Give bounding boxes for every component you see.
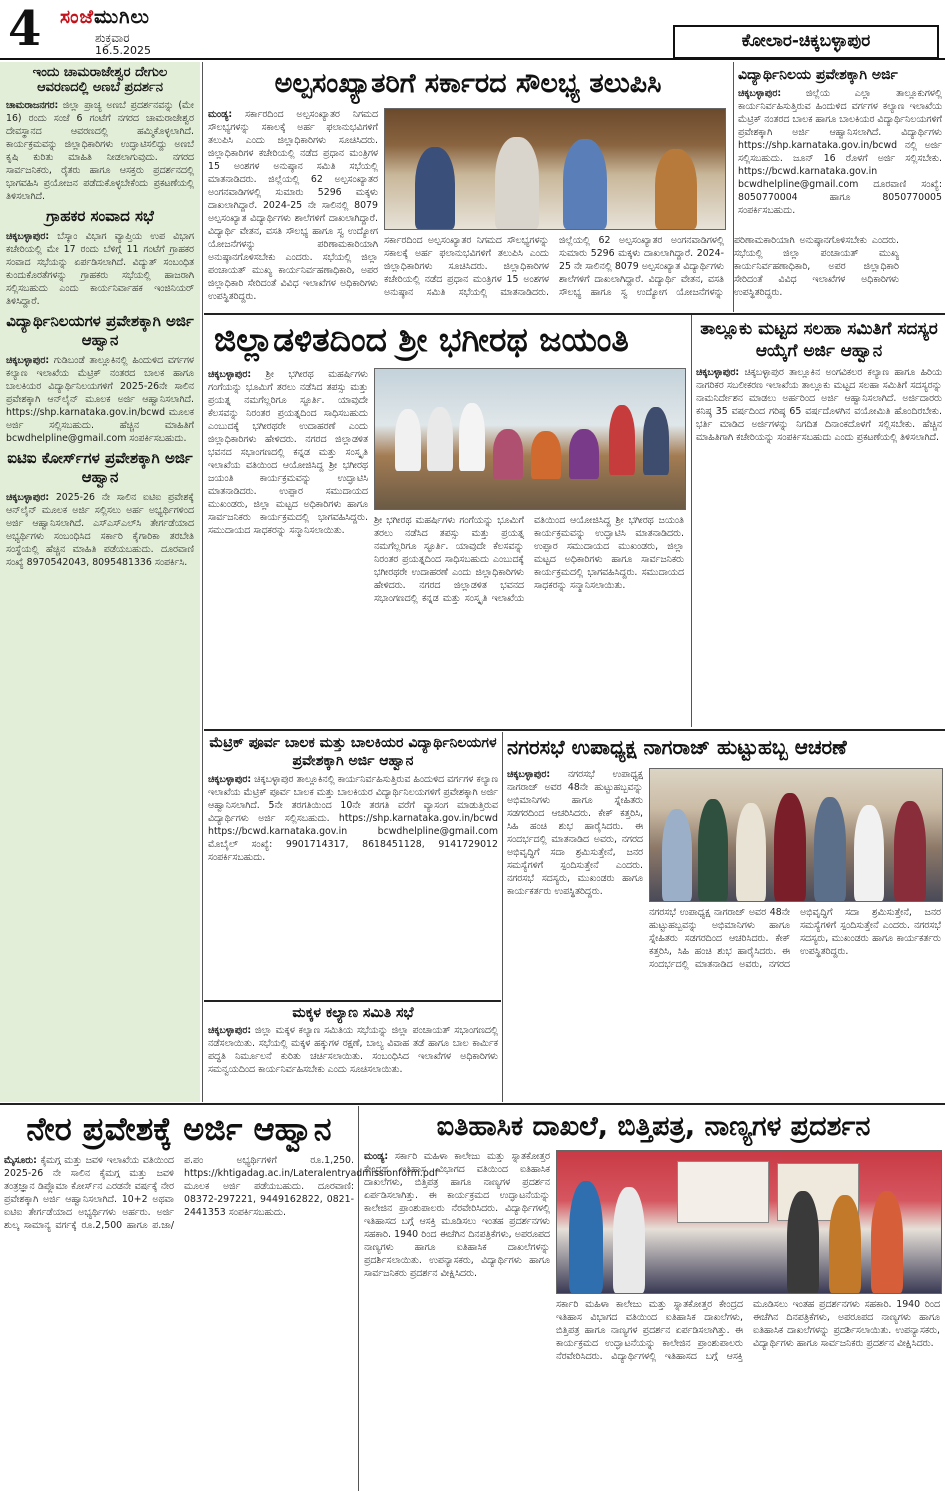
story-hostel-admission [738,66,942,311]
story-text: ಜಿಲ್ಲಾ ಮಕ್ಕಳ ಕಲ್ಯಾಣ ಸಮಿತಿಯ ಸಭೆಯನ್ನು ಜಿಲ್ಲಾ ಪಂಚಾಯತ್ ಸಭಾಂಗಣದಲ್ಲಿ ನಡೆಸಲಾಯಿತು. ಸಭೆಯಲ್ಲಿ ಮಕ್ಕಳ ಹಕ್ಕುಗಳ ರಕ್ಷಣೆ, ಬಾಲ್ಯ ವಿವಾಹ ತಡೆ ಹಾಗೂ ಬಾಲ ಕಾರ್ಮಿಕ ಪದ್ಧತಿ ನಿರ್ಮೂಲನೆ ಕುರಿತು ಚರ್ಚಿಸಲಾಯಿತು. ಸಂಬಂಧಿಸಿದ ಇಲಾಖೆಗಳ ಅಧಿಕಾರಿಗಳು ಸಮನ್ವಯದಿಂದ ಕಾರ್ಯನಿರ್ವಹಿಸಬೇಕು ಎಂದು ಸೂಚಿಸಲಾಯಿತು. [208,1025,498,1075]
person-figure [871,1191,903,1293]
person-figure [698,799,728,901]
person-figure [427,407,453,471]
story-prematric-hostel [208,734,498,996]
story-headline: ಮೆಟ್ರಿಕ್ ಪೂರ್ವ ಬಾಲಕ ಮತ್ತು ಬಾಲಕಿಯರ ವಿದ್ಯಾರ್ಥಿನಿಲಯಗಳ ಪ್ರವೇಶಕ್ಕಾಗಿ ಅರ್ಜಿ ಆಹ್ವಾನ [209,735,497,769]
story-nagaraj-birthday [507,734,943,1100]
story-body [208,1024,498,1076]
group-photo [649,768,943,902]
column-rule [691,315,692,727]
person-figure [894,801,926,901]
story-body-right: ಶ್ರೀ ಭಗೀರಥ ಮಹರ್ಷಿಗಳು ಗಂಗೆಯನ್ನು ಭೂಮಿಗೆ ತರಲು ನಡೆಸಿದ ತಪಸ್ಸು ಮತ್ತು ಪ್ರಯತ್ನ ನಮಗೆಲ್ಲರಿಗೂ ಸ್ಫೂರ್ತಿ. ಯಾವುದೇ ಕೆಲಸವನ್ನು ನಿರಂತರ ಪ್ರಯತ್ನದಿಂದ ಸಾಧಿಸಬಹುದು ಎಂಬುದಕ್ಕೆ ಭಗೀರಥರೇ ಉದಾಹರಣೆ ಎಂದು ಜಿಲ್ಲಾಧಿಕಾರಿಗಳು ಹೇಳಿದರು. ನಗರದ ಜಿಲ್ಲಾಡಳಿತ ಭವನದ ಸಭಾಂಗಣದಲ್ಲಿ ಕನ್ನಡ ಮತ್ತು ಸಂಸ್ಕೃತಿ ಇಲಾಖೆಯ ವತಿಯಿಂದ ಆಯೋಜಿಸಿದ್ದ ಶ್ರೀ ಭಗೀರಥ ಜಯಂತಿ ಕಾರ್ಯಕ್ರಮವನ್ನು ಉದ್ಘಾಟಿಸಿ ಮಾತನಾಡಿದರು. ಉಪ್ಪಾರ ಸಮುದಾಯದ ಮುಖಂಡರು, ಜಿಲ್ಲಾ ಮಟ್ಟದ ಅಧಿಕಾರಿಗಳು ಹಾಗೂ ಸಾರ್ವಜನಿಕರು ಕಾರ್ಯಕ್ರಮದಲ್ಲಿ ಭಾಗವಹಿಸಿದ್ದರು. ಸಮುದಾಯದ ಸಾಧಕರನ್ನು ಸನ್ಮಾನಿಸಲಾಯಿತು. [374,515,684,604]
logo-word1: ಸಂಜೆ [60,6,95,28]
dateline: ಚಿಕ್ಕಬಳ್ಳಾಪುರ: [507,769,551,780]
story-text: ಜಿಲ್ಲಾ ಪ್ರಾಚ್ಯ ಅಣಬೆ ಪ್ರದರ್ಶನವನ್ನು (ಮೇ 16) ರಂದು ಸಂಜೆ 6 ಗಂಟೆಗೆ ನಗರದ ಚಾಮರಾಜೇಶ್ವರ ದೇವಸ್ಥಾನದ ಆವರಣದಲ್ಲಿ ಹಮ್ಮಿಕೊಳ್ಳಲಾಗಿದೆ. ಕಾರ್ಯಕ್ರಮವನ್ನು ಜಿಲ್ಲಾಧಿಕಾರಿಗಳು ಉದ್ಘಾಟಿಸಲಿದ್ದು ಅಣಬೆ ಕೃಷಿ ಕುರಿತು ಮಾಹಿತಿ ನೀಡಲಾಗುವುದು. ನಗರದ ಸಾರ್ವಜನಿಕರು, ರೈತರು ಹಾಗೂ ಆಸಕ್ತರು ಪ್ರದರ್ಶನದಲ್ಲಿ ಭಾಗವಹಿಸಿ ಪ್ರಯೋಜನ ಪಡೆದುಕೊಳ್ಳಬೇಕೆಂದು ಪ್ರಕಟಣೆಯಲ್ಲಿ ತಿಳಿಸಲಾಗಿದೆ. [6,99,194,202]
person-figure [655,149,697,229]
person-figure [569,1181,603,1293]
dateline: ಚಾಮರಾಜನಗರ: [6,99,59,111]
story-body-right: ಸರ್ಕಾರದಿಂದ ಅಲ್ಪಸಂಖ್ಯಾತರ ನಿಗಮದ ಸೌಲಭ್ಯಗಳನ್ನು ಸಕಾಲಕ್ಕೆ ಅರ್ಹ ಫಲಾನುಭವಿಗಳಿಗೆ ತಲುಪಿಸಿ ಎಂದು ಜಿಲ್ಲಾಧಿಕಾರಿಗಳು ಸೂಚಿಸಿದರು. ಜಿಲ್ಲಾಧಿಕಾರಿಗಳ ಕಚೇರಿಯಲ್ಲಿ ನಡೆದ ಪ್ರಧಾನ ಮಂತ್ರಿಗಳ 15 ಅಂಶಗಳ ಅನುಷ್ಠಾನ ಸಮಿತಿ ಸಭೆಯಲ್ಲಿ ಮಾತನಾಡಿದರು. ಜಿಲ್ಲೆಯಲ್ಲಿ 62 ಅಲ್ಪಸಂಖ್ಯಾತರ ಅಂಗನವಾಡಿಗಳಲ್ಲಿ ಸುಮಾರು 5296 ಮಕ್ಕಳು ದಾಖಲಾಗಿದ್ದಾರೆ. 2024-25 ನೇ ಸಾಲಿನಲ್ಲಿ 8079 ಅಲ್ಪಸಂಖ್ಯಾತ ವಿದ್ಯಾರ್ಥಿಗಳು ಶಾಲೆಗಳಿಗೆ ದಾಖಲಾಗಿದ್ದಾರೆ. ವಿದ್ಯಾರ್ಥಿ ವೇತನ, ವಸತಿ ಸೌಲಭ್ಯ ಹಾಗೂ ಸ್ವ ಉದ್ಯೋಗ ಯೋಜನೆಗಳನ್ನು ಪರಿಣಾಮಕಾರಿಯಾಗಿ ಅನುಷ್ಠಾನಗೊಳಿಸಬೇಕು ಎಂದರು. ಸಭೆಯಲ್ಲಿ ಜಿಲ್ಲಾ ಪಂಚಾಯತ್ ಮುಖ್ಯ ಕಾರ್ಯನಿರ್ವಹಣಾಧಿಕಾರಿ, ಅಪರ ಜಿಲ್ಲಾಧಿಕಾರಿ ಸೇರಿದಂತೆ ವಿವಿಧ ಇಲಾಖೆಗಳ ಅಧಿಕಾರಿಗಳು ಉಪಸ್ಥಿತರಿದ್ದರು. [384,235,899,298]
masthead [0,0,945,60]
meeting-photo [384,108,726,230]
logo-word2: ಮುಗಿಲು [94,6,150,28]
story-history-exhibition [364,1108,943,1488]
stage-photo [374,368,686,510]
dateline: ಚಿಕ್ಕಬಳ್ಳಾಪುರ: [208,1025,252,1036]
story-text: ಸರ್ಕಾರದಿಂದ ಅಲ್ಪಸಂಖ್ಯಾತರ ನಿಗಮದ ಸೌಲಭ್ಯಗಳನ್ನು ಸಕಾಲಕ್ಕೆ ಅರ್ಹ ಫಲಾನುಭವಿಗಳಿಗೆ ತಲುಪಿಸಿ ಎಂದು ಜಿಲ್ಲಾಧಿಕಾರಿಗಳು ಸೂಚಿಸಿದರು. ಜಿಲ್ಲಾಧಿಕಾರಿಗಳ ಕಚೇರಿಯಲ್ಲಿ ನಡೆದ ಪ್ರಧಾನ ಮಂತ್ರಿಗಳ 15 ಅಂಶಗಳ ಅನುಷ್ಠಾನ ಸಮಿತಿ ಸಭೆಯಲ್ಲಿ ಮಾತನಾಡಿದರು. ಜಿಲ್ಲೆಯಲ್ಲಿ 62 ಅಲ್ಪಸಂಖ್ಯಾತರ ಅಂಗನವಾಡಿಗಳಲ್ಲಿ ಸುಮಾರು 5296 ಮಕ್ಕಳು ದಾಖಲಾಗಿದ್ದಾರೆ. 2024-25 ನೇ ಸಾಲಿನಲ್ಲಿ 8079 ಅಲ್ಪಸಂಖ್ಯಾತ ವಿದ್ಯಾರ್ಥಿಗಳು ಶಾಲೆಗಳಿಗೆ ದಾಖಲಾಗಿದ್ದಾರೆ. ವಿದ್ಯಾರ್ಥಿ ವೇತನ, ವಸತಿ ಸೌಲಭ್ಯ ಹಾಗೂ ಸ್ವ ಉದ್ಯೋಗ ಯೋಜನೆಗಳನ್ನು ಪರಿಣಾಮಕಾರಿಯಾಗಿ ಅನುಷ್ಠಾನಗೊಳಿಸಬೇಕು ಎಂದರು. ಸಭೆಯಲ್ಲಿ ಜಿಲ್ಲಾ ಪಂಚಾಯತ್ ಮುಖ್ಯ ಕಾರ್ಯನಿರ್ವಹಣಾಧಿಕಾರಿ, ಅಪರ ಜಿಲ್ಲಾಧಿಕಾರಿ ಸೇರಿದಂತೆ ವಿವಿಧ ಇಲಾಖೆಗಳ ಅಧಿಕಾರಿಗಳು ಉಪಸ್ಥಿತರಿದ್ದರು. [208,109,378,302]
person-figure [563,139,607,229]
sidebar-story1-headline: ಇಂದು ಚಾಮರಾಜೇಶ್ವರ ದೇಗುಲ ಆವರಣದಲ್ಲಿ ಅಣಬೆ ಪ್ರದರ್ಶನ [32,65,168,95]
story-headline: ನಗರಸಭೆ ಉಪಾಧ್ಯಕ್ಷ ನಾಗರಾಜ್ ಹುಟ್ಟುಹಬ್ಬ ಆಚರಣೆ [507,735,847,759]
person-figure [814,797,846,901]
story-headline: ಐತಿಹಾಸಿಕ ದಾಖಲೆ, ಬಿತ್ತಿಪತ್ರ, ನಾಣ್ಯಗಳ ಪ್ರದರ್ಶನ [436,1111,871,1142]
dateline: ಮಂಡ್ಯ: [364,1151,389,1162]
story-headline: ಅಲ್ಪಸಂಖ್ಯಾತರಿಗೆ ಸರ್ಕಾರದ ಸೌಲಭ್ಯ ತಲುಪಿಸಿ [274,68,662,99]
sidebar-story3-headline: ವಿದ್ಯಾರ್ಥಿನಿಲಯಗಳ ಪ್ರವೇಶಕ್ಕಾಗಿ ಅರ್ಜಿ ಆಹ್ವಾನ [6,311,194,349]
story-headline: ಮಕ್ಕಳ ಕಲ್ಯಾಣ ಸಮಿತಿ ಸಭೆ [292,1005,414,1021]
story-text: 2025-26 ನೇ ಸಾಲಿನ ಐಟಿಐ ಪ್ರವೇಶಕ್ಕೆ ಆನ್‌ಲೈನ್ ಮೂಲಕ ಅರ್ಜಿ ಸಲ್ಲಿಸಲು ಅರ್ಹ ಅಭ್ಯರ್ಥಿಗಳಿಂದ ಅರ್ಜಿ ಆಹ್ವಾನಿಸಲಾಗಿದೆ. ಎಸ್‌ಎಸ್‌ಎಲ್‌ಸಿ ತೇರ್ಗಡೆಯಾದ ಅಭ್ಯರ್ಥಿಗಳು ಸಂಬಂಧಿಸಿದ ಸರ್ಕಾರಿ ಕೈಗಾರಿಕಾ ತರಬೇತಿ ಸಂಸ್ಥೆಯಲ್ಲಿ ಹೆಚ್ಚಿನ ಮಾಹಿತಿ ಪಡೆಯಬಹುದು. ದೂರವಾಣಿ ಸಂಖ್ಯೆ 8970542043, 8095481336 ಸಂಪರ್ಕಿಸಿ. [6,491,194,568]
dateline: ಮೈಸೂರು: [4,1155,37,1166]
person-figure [613,1187,645,1293]
story-headline: ವಿದ್ಯಾರ್ಥಿನಿಲಯ ಪ್ರವೇಶಕ್ಕಾಗಿ ಅರ್ಜಿ [738,67,898,83]
story-text: ಗುಡಿಬಂಡೆ ತಾಲ್ಲೂಕಿನಲ್ಲಿ ಹಿಂದುಳಿದ ವರ್ಗಗಳ ಕಲ್ಯಾಣ ಇಲಾಖೆಯ ಮೆಟ್ರಿಕ್ ನಂತರದ ಬಾಲಕ ಹಾಗೂ ಬಾಲಕಿಯರ ವಿದ್ಯಾರ್ಥಿನಿಲಯಗಳಿಗೆ 2025-26ನೇ ಸಾಲಿನ ಪ್ರವೇಶಕ್ಕಾಗಿ ಆನ್‌ಲೈನ್ ಮೂಲಕ ಅರ್ಜಿ ಆಹ್ವಾನಿಸಲಾಗಿದೆ. https://shp.karnataka.gov.in/bcwd ಮೂಲಕ ಅರ್ಜಿ ಸಲ್ಲಿಸಬಹುದು. ಹೆಚ್ಚಿನ ಮಾಹಿತಿಗೆ bcwdhelpline@gmail.com ಸಂಪರ್ಕಿಸಬಹುದು. [6,354,194,444]
dateline: ಚಿಕ್ಕಬಳ್ಳಾಪುರ: [208,369,252,380]
issue-date: 16.5.2025 [95,44,151,57]
story-child-welfare [208,1004,498,1100]
story-text: ಚಿಕ್ಕಬಳ್ಳಾಪುರ ತಾಲ್ಲೂಕಿನಲ್ಲಿ ಕಾರ್ಯನಿರ್ವಹಿಸುತ್ತಿರುವ ಹಿಂದುಳಿದ ವರ್ಗಗಳ ಕಲ್ಯಾಣ ಇಲಾಖೆಯ ಮೆಟ್ರಿಕ್ ಪೂರ್ವ ಬಾಲಕ ಮತ್ತು ಬಾಲಕಿಯರ ವಿದ್ಯಾರ್ಥಿನಿಲಯಗಳಿಗೆ ಪ್ರವೇಶಕ್ಕಾಗಿ ಅರ್ಜಿ ಆಹ್ವಾನಿಸಲಾಗಿದೆ. 5ನೇ ತರಗತಿಯಿಂದ 10ನೇ ತರಗತಿ ವರೆಗೆ ವ್ಯಾಸಂಗ ಮಾಡುತ್ತಿರುವ ವಿದ್ಯಾರ್ಥಿಗಳು ಅರ್ಜಿ ಸಲ್ಲಿಸಬಹುದು. https://shp.karnataka.gov.in/bcwd https://bcwd.karnataka.gov.in bcwdhelpline@gmail.com ಮೊಬೈಲ್ ಸಂಖ್ಯೆ: 9901714317, 8618451128, 9141729012 ಸಂಪರ್ಕಿಸಬಹುದು. [208,774,498,863]
person-figure [829,1195,861,1293]
story-headline: ಜಿಲ್ಲಾಡಳಿತದಿಂದ ಶ್ರೀ ಭಗೀರಥ ಜಯಂತಿ [214,320,629,359]
story-bhagiratha-jayanti [208,318,688,726]
sidebar-story4-headline: ಐಟಿಐ ಕೋರ್ಸ್‌ಗಳ ಪ್ರವೇಶಕ್ಕಾಗಿ ಅರ್ಜಿ ಆಹ್ವಾನ [7,448,193,486]
story-headline: ನೇರ ಪ್ರವೇಶಕ್ಕೆ ಅರ್ಜಿ ಆಹ್ವಾನ [26,1110,332,1148]
person-figure [459,403,485,471]
person-figure [736,803,766,901]
dateline: ಚಿಕ್ಕಬಳ್ಳಾಪುರ: [696,367,740,378]
page-number: 4 [8,1,42,57]
story-text: ಜಿಲ್ಲೆಯ ಎಲ್ಲಾ ತಾಲ್ಲೂಕುಗಳಲ್ಲಿ ಕಾರ್ಯನಿರ್ವಹಿಸುತ್ತಿರುವ ಹಿಂದುಳಿದ ವರ್ಗಗಳ ಕಲ್ಯಾಣ ಇಲಾಖೆಯ ಮೆಟ್ರಿಕ್ ನಂತರದ ಬಾಲಕ ಹಾಗೂ ಬಾಲಕಿಯರ ವಿದ್ಯಾರ್ಥಿನಿಲಯಗಳಿಗೆ ಪ್ರವೇಶಕ್ಕಾಗಿ ಅರ್ಜಿ ಆಹ್ವಾನಿಸಲಾಗಿದೆ. ವಿದ್ಯಾರ್ಥಿಗಳು https://shp.karnataka.gov.in/bcwd ನಲ್ಲಿ ಅರ್ಜಿ ಸಲ್ಲಿಸಬಹುದು. ಜೂನ್ 16 ರೊಳಗೆ ಅರ್ಜಿ ಸಲ್ಲಿಸಬೇಕು. https://bcwd.karnataka.gov.in bcwdhelpline@gmail.com ದೂರವಾಣಿ ಸಂಖ್ಯೆ: 8050770004 ಹಾಗೂ 8050770005 ಸಂಪರ್ಕಿಸಬಹುದು. [738,88,942,216]
person-figure [787,1191,819,1293]
poster-board [677,1161,769,1223]
person-figure [493,429,523,479]
person-figure [854,805,884,901]
person-figure [495,137,539,229]
story-body-left [208,368,368,724]
person-figure [609,405,635,475]
dateline: ಮಂಡ್ಯ: [208,109,233,120]
story-body-right: ಸರ್ಕಾರಿ ಮಹಿಳಾ ಕಾಲೇಜು ಮತ್ತು ಸ್ನಾತಕೋತ್ತರ ಕೇಂದ್ರದ ಇತಿಹಾಸ ವಿಭಾಗದ ವತಿಯಿಂದ ಐತಿಹಾಸಿಕ ದಾಖಲೆಗಳು, ಬಿತ್ತಿಪತ್ರ ಹಾಗೂ ನಾಣ್ಯಗಳ ಪ್ರದರ್ಶನ ಏರ್ಪಡಿಸಲಾಗಿತ್ತು. ಈ ಕಾರ್ಯಕ್ರಮದ ಉದ್ಘಾಟನೆಯನ್ನು ಕಾಲೇಜಿನ ಪ್ರಾಂಶುಪಾಲರು ನೆರವೇರಿಸಿದರು. ವಿದ್ಯಾರ್ಥಿಗಳಲ್ಲಿ ಇತಿಹಾಸದ ಬಗ್ಗೆ ಆಸಕ್ತಿ ಮೂಡಿಸಲು ಇಂತಹ ಪ್ರದರ್ಶನಗಳು ಸಹಕಾರಿ. 1940 ರಿಂದ ಈಚೆಗಿನ ದಿನಪತ್ರಿಕೆಗಳು, ಅಪರೂಪದ ನಾಣ್ಯಗಳು ಹಾಗೂ ಐತಿಹಾಸಿಕ ದಾಖಲೆಗಳನ್ನು ಪ್ರದರ್ಶಿಸಲಾಯಿತು. ಉಪನ್ಯಾಸಕರು, ವಿದ್ಯಾರ್ಥಿಗಳು ಹಾಗೂ ಸಾರ್ವಜನಿಕರು ಪ್ರದರ್ಶನ ವೀಕ್ಷಿಸಿದರು. [556,1299,940,1362]
exhibition-photo [556,1150,942,1294]
person-figure [643,407,669,475]
column-rule [358,1106,359,1491]
section-label: ಕೋಲಾರ-ಚಿಕ್ಕಬಳ್ಳಾಪುರ [673,25,939,59]
sidebar-story2-body [6,230,194,308]
sidebar-story4-body [6,491,194,569]
column-rule [202,62,203,1102]
story-body-left [364,1150,550,1486]
newspaper-logo [60,6,150,28]
story-body-left [208,108,378,308]
story-text: ಬೆಸ್ಕಾಂ ವಿಭಾಗ ವ್ಯಾಪ್ತಿಯ ಉಪ ವಿಭಾಗ ಕಚೇರಿಯಲ್ಲಿ ಮೇ 17 ರಂದು ಬೆಳಿಗ್ಗೆ 11 ಗಂಟೆಗೆ ಗ್ರಾಹಕರ ಸಂವಾದ ಸಭೆಯನ್ನು ಏರ್ಪಡಿಸಲಾಗಿದೆ. ವಿದ್ಯುತ್ ಸಂಬಂಧಿತ ಕುಂದುಕೊರತೆಗಳನ್ನು ಗ್ರಾಹಕರು ಸಭೆಯಲ್ಲಿ ಹಾಜರಾಗಿ ಸಲ್ಲಿಸಬಹುದು ಎಂದು ಕಾರ್ಯನಿರ್ವಾಹಕ ಇಂಜಿನಿಯರ್ ತಿಳಿಸಿದ್ದಾರೆ. [6,230,194,307]
person-figure [662,809,692,901]
story-body [738,87,942,217]
story-text: ಶ್ರೀ ಭಗೀರಥ ಮಹರ್ಷಿಗಳು ಗಂಗೆಯನ್ನು ಭೂಮಿಗೆ ತರಲು ನಡೆಸಿದ ತಪಸ್ಸು ಮತ್ತು ಪ್ರಯತ್ನ ನಮಗೆಲ್ಲರಿಗೂ ಸ್ಫೂರ್ತಿ. ಯಾವುದೇ ಕೆಲಸವನ್ನು ನಿರಂತರ ಪ್ರಯತ್ನದಿಂದ ಸಾಧಿಸಬಹುದು ಎಂಬುದಕ್ಕೆ ಭಗೀರಥರೇ ಉದಾಹರಣೆ ಎಂದು ಜಿಲ್ಲಾಧಿಕಾರಿಗಳು ಹೇಳಿದರು. ನಗರದ ಜಿಲ್ಲಾಡಳಿತ ಭವನದ ಸಭಾಂಗಣದಲ್ಲಿ ಕನ್ನಡ ಮತ್ತು ಸಂಸ್ಕೃತಿ ಇಲಾಖೆಯ ವತಿಯಿಂದ ಆಯೋಜಿಸಿದ್ದ ಶ್ರೀ ಭಗೀರಥ ಜಯಂತಿ ಕಾರ್ಯಕ್ರಮವನ್ನು ಉದ್ಘಾಟಿಸಿ ಮಾತನಾಡಿದರು. ಉಪ್ಪಾರ ಸಮುದಾಯದ ಮುಖಂಡರು, ಜಿಲ್ಲಾ ಮಟ್ಟದ ಅಧಿಕಾರಿಗಳು ಹಾಗೂ ಸಾರ್ವಜನಿಕರು ಕಾರ್ಯಕ್ರಮದಲ್ಲಿ ಭಾಗವಹಿಸಿದ್ದರು. ಸಮುದಾಯದ ಸಾಧಕರನ್ನು ಸನ್ಮಾನಿಸಲಾಯಿತು. [208,369,369,536]
left-sidebar [0,62,200,1102]
section-rule [204,1000,501,1002]
person-figure [531,431,561,479]
sidebar-story1-body [6,99,194,203]
story-body-right: ನಗರಸಭೆ ಉಪಾಧ್ಯಕ್ಷ ನಾಗರಾಜ್ ಅವರ 48ನೇ ಹುಟ್ಟುಹಬ್ಬವನ್ನು ಅಭಿಮಾನಿಗಳು ಹಾಗೂ ಸ್ನೇಹಿತರು ಸಡಗರದಿಂದ ಆಚರಿಸಿದರು. ಕೇಕ್ ಕತ್ತರಿಸಿ, ಸಿಹಿ ಹಂಚಿ ಶುಭ ಹಾರೈಸಿದರು. ಈ ಸಂದರ್ಭದಲ್ಲಿ ಮಾತನಾಡಿದ ಅವರು, ನಗರದ ಅಭಿವೃದ್ಧಿಗೆ ಸದಾ ಶ್ರಮಿಸುತ್ತೇನೆ, ಜನರ ಸಮಸ್ಯೆಗಳಿಗೆ ಸ್ಪಂದಿಸುತ್ತೇನೆ ಎಂದರು. ನಗರಸಭೆ ಸದಸ್ಯರು, ಮುಖಂಡರು ಹಾಗೂ ಕಾರ್ಯಕರ್ತರು ಉಪಸ್ಥಿತರಿದ್ದರು. [649,907,941,970]
section-rule [204,313,945,315]
section-rule [0,1103,945,1105]
dateline: ಚಿಕ್ಕಬಳ್ಳಾಪುರ: [208,774,252,785]
story-text: ಸರ್ಕಾರಿ ಮಹಿಳಾ ಕಾಲೇಜು ಮತ್ತು ಸ್ನಾತಕೋತ್ತರ ಕೇಂದ್ರದ ಇತಿಹಾಸ ವಿಭಾಗದ ವತಿಯಿಂದ ಐತಿಹಾಸಿಕ ದಾಖಲೆಗಳು, ಬಿತ್ತಿಪತ್ರ ಹಾಗೂ ನಾಣ್ಯಗಳ ಪ್ರದರ್ಶನ ಏರ್ಪಡಿಸಲಾಗಿತ್ತು. ಈ ಕಾರ್ಯಕ್ರಮದ ಉದ್ಘಾಟನೆಯನ್ನು ಕಾಲೇಜಿನ ಪ್ರಾಂಶುಪಾಲರು ನೆರವೇರಿಸಿದರು. ವಿದ್ಯಾರ್ಥಿಗಳಲ್ಲಿ ಇತಿಹಾಸದ ಬಗ್ಗೆ ಆಸಕ್ತಿ ಮೂಡಿಸಲು ಇಂತಹ ಪ್ರದರ್ಶನಗಳು ಸಹಕಾರಿ. 1940 ರಿಂದ ಈಚೆಗಿನ ದಿನಪತ್ರಿಕೆಗಳು, ಅಪರೂಪದ ನಾಣ್ಯಗಳು ಹಾಗೂ ಐತಿಹಾಸಿಕ ದಾಖಲೆಗಳನ್ನು ಪ್ರದರ್ಶಿಸಲಾಯಿತು. ಉಪನ್ಯಾಸಕರು, ವಿದ್ಯಾರ್ಥಿಗಳು ಹಾಗೂ ಸಾರ್ವಜನಿಕರು ಪ್ರದರ್ಶನ ವೀಕ್ಷಿಸಿದರು. [364,1151,551,1279]
story-headline: ತಾಲ್ಲೂಕು ಮಟ್ಟದ ಸಲಹಾ ಸಮಿತಿಗೆ ಸದಸ್ಯರ ಆಯ್ಕೆಗೆ ಅರ್ಜಿ ಆಹ್ವಾನ [700,319,938,361]
story-text: ಚಿಕ್ಕಬಳ್ಳಾಪುರ ತಾಲ್ಲೂಕಿನ ಅಂಗವಿಕಲರ ಕಲ್ಯಾಣ ಹಾಗೂ ಹಿರಿಯ ನಾಗರಿಕರ ಸಬಲೀಕರಣ ಇಲಾಖೆಯ ತಾಲ್ಲೂಕು ಮಟ್ಟದ ಸಲಹಾ ಸಮಿತಿಗೆ ಸದಸ್ಯರನ್ನು ನಾಮನಿರ್ದೇಶನ ಮಾಡಲು ಅರ್ಹರಿಂದ ಅರ್ಜಿ ಆಹ್ವಾನಿಸಲಾಗಿದೆ. ಅರ್ಜಿದಾರರು ಕನಿಷ್ಠ 35 ವರ್ಷದಿಂದ ಗರಿಷ್ಠ 65 ವರ್ಷದೊಳಗಿನ ವಯೋಮಿತಿ ಹೊಂದಿರಬೇಕು. ಭರ್ತಿ ಮಾಡಿದ ಅರ್ಜಿಗಳನ್ನು ನಿಗದಿತ ದಿನಾಂಕದೊಳಗೆ ಸಲ್ಲಿಸಬೇಕು. ಹೆಚ್ಚಿನ ಮಾಹಿತಿಗಾಗಿ ಕಚೇರಿಯನ್ನು ಸಂಪರ್ಕಿಸಬಹುದು ಎಂದು ಪ್ರಕಟಣೆಯಲ್ಲಿ ತಿಳಿಸಲಾಗಿದೆ. [696,367,943,443]
dateline: ಚಿಕ್ಕಬಳ್ಳಾಪುರ: [6,354,50,366]
person-figure [774,793,806,901]
sidebar-story3-body [6,354,194,445]
dateline: ಚಿಕ್ಕಬಳ್ಳಾಪುರ: [738,88,782,99]
story-body-left [507,768,643,1098]
story-body [208,773,498,864]
column-rule [502,732,503,1102]
issue-day: ಶುಕ್ರವಾರ [95,31,130,45]
sidebar-story2-headline: ಗ್ರಾಹಕರ ಸಂವಾದ ಸಭೆ [46,206,154,225]
story-text: ಕೈಮಗ್ಗ ಮತ್ತು ಜವಳಿ ಇಲಾಖೆಯ ವತಿಯಿಂದ 2025-26 ನೇ ಸಾಲಿನ ಕೈಮಗ್ಗ ಮತ್ತು ಜವಳಿ ತಂತ್ರಜ್ಞಾನ ಡಿಪ್ಲೊಮಾ ಕೋರ್ಸ್‌ನ ಎರಡನೇ ವರ್ಷಕ್ಕೆ ನೇರ ಪ್ರವೇಶಕ್ಕಾಗಿ ಅರ್ಜಿ ಆಹ್ವಾನಿಸಲಾಗಿದೆ. 10+2 ಅಥವಾ ಐಟಿಐ ತೇರ್ಗಡೆಯಾದ ಅಭ್ಯರ್ಥಿಗಳು ಅರ್ಹರು. ಅರ್ಜಿ ಶುಲ್ಕ ಸಾಮಾನ್ಯ ವರ್ಗಕ್ಕೆ ರೂ.2,500 ಹಾಗೂ ಪ.ಜಾ/ಪ.ಪಂ ಅಭ್ಯರ್ಥಿಗಳಿಗೆ ರೂ.1,250. https://khtigadag.ac.in/Lateralentryadmissionform.pdf ಮೂಲಕ ಅರ್ಜಿ ಪಡೆಯಬಹುದು. ದೂರವಾಣಿ: 08372-297221, 9449162822, 0821-2441353 ಸಂಪರ್ಕಿಸಬಹುದು. [4,1155,439,1231]
person-figure [415,147,455,229]
person-figure [569,429,599,479]
section-rule [204,729,945,731]
dateline: ಚಿಕ್ಕಬಳ್ಳಾಪುರ: [6,491,50,503]
story-text: ನಗರಸಭೆ ಉಪಾಧ್ಯಕ್ಷ ನಾಗರಾಜ್ ಅವರ 48ನೇ ಹುಟ್ಟುಹಬ್ಬವನ್ನು ಅಭಿಮಾನಿಗಳು ಹಾಗೂ ಸ್ನೇಹಿತರು ಸಡಗರದಿಂದ ಆಚರಿಸಿದರು. ಕೇಕ್ ಕತ್ತರಿಸಿ, ಸಿಹಿ ಹಂಚಿ ಶುಭ ಹಾರೈಸಿದರು. ಈ ಸಂದರ್ಭದಲ್ಲಿ ಮಾತನಾಡಿದ ಅವರು, ನಗರದ ಅಭಿವೃದ್ಧಿಗೆ ಸದಾ ಶ್ರಮಿಸುತ್ತೇನೆ, ಜನರ ಸಮಸ್ಯೆಗಳಿಗೆ ಸ್ಪಂದಿಸುತ್ತೇನೆ ಎಂದರು. ನಗರಸಭೆ ಸದಸ್ಯರು, ಮುಖಂಡರು ಹಾಗೂ ಕಾರ್ಯಕರ್ತರು ಉಪಸ್ಥಿತರಿದ್ದರು. [507,769,643,897]
person-figure [395,409,421,471]
dateline: ಚಿಕ್ಕಬಳ್ಳಾಪುರ: [6,230,50,242]
story-advisory-committee [696,318,942,726]
story-body [696,366,942,444]
